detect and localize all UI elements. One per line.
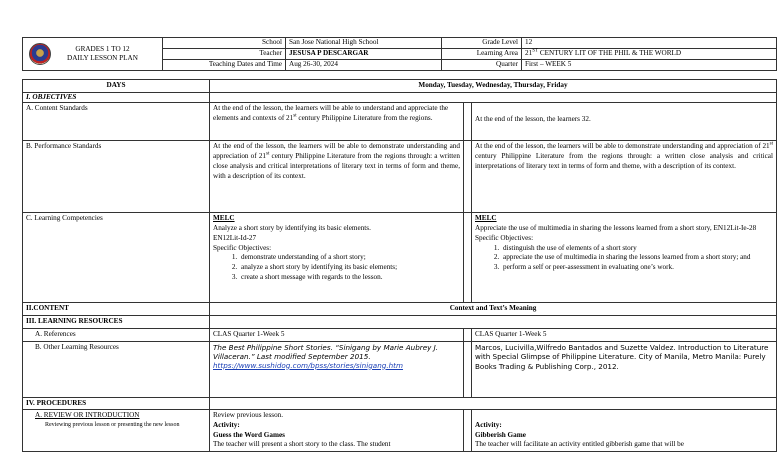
story-link[interactable]: https://www.sushidog.com/bpss/stories/sinigang.htm — [213, 360, 403, 370]
objective-item: 3. perform a self or peer-assessment in evaluating one’s work. — [501, 263, 773, 273]
objective-item: 2. appreciate the use of multimedia in sharing the lessons learned from a short story; and — [501, 253, 773, 263]
melc-desc-left: Analyze a short story by identifying its basic elements. — [213, 224, 371, 233]
review-label-cell — [23, 410, 210, 452]
objective-item: 2. analyze a short story by identifying its basic elements; — [239, 263, 460, 273]
procedures-label: IV. PROCEDURES — [23, 397, 210, 410]
title-cell — [23, 38, 163, 71]
content-standards-label: A. Content Standards — [23, 103, 210, 141]
grade-label: Grade Level — [442, 38, 522, 49]
performance-standards-row — [23, 141, 777, 213]
content-standards-row — [23, 103, 777, 141]
review-row — [23, 410, 777, 452]
lesson-plan-header — [22, 37, 776, 70]
competencies-row — [23, 213, 777, 303]
specific-objectives-right-label: Specific Objectives: — [475, 233, 534, 242]
specific-objectives-right — [475, 244, 773, 273]
area-value: 21ST CENTURY LIT OF THE PHIL & THE WORLD — [522, 49, 777, 60]
days-label: DAYS — [23, 80, 210, 93]
review-left: Review previous lesson. Activity: Guess the Word Games The teacher will present a short story to the class. The student — [210, 410, 464, 452]
performance-standards-left: At the end of the lesson, the learners will be able to demonstrate understanding and appreciation of 21st century Philippine Literature from the regions through: a written close analysis and critical interpretations of literary text in terms of form and theme, with a description of its context. — [210, 141, 464, 213]
area-label: Learning Area — [442, 49, 522, 60]
lesson-plan-body — [22, 79, 776, 452]
dates-label: Teaching Dates and Time — [163, 60, 286, 71]
review-right: Activity: Gibberish Game The teacher will facilitate an activity entitled gibberish game that will be — [472, 410, 777, 452]
teacher-value: JESUSA P DESCARGAR — [286, 49, 442, 60]
objective-item: 1. distinguish the use of elements of a short story — [501, 244, 773, 254]
objective-item: 3. create a short message with regards to the lesson. — [239, 273, 460, 283]
objective-item: 1. demonstrate understanding of a short story; — [239, 253, 460, 263]
content-row — [23, 303, 777, 316]
quarter-value: First – WEEK 5 — [522, 60, 777, 71]
references-left: CLAS Quarter 1-Week 5 — [210, 328, 464, 341]
teacher-label: Teacher — [163, 49, 286, 60]
days-row — [23, 80, 777, 93]
days-value: Monday, Tuesday, Wednesday, Thursday, Friday — [210, 80, 777, 93]
performance-standards-label: B. Performance Standards — [23, 141, 210, 213]
dates-value: Aug 26-30, 2024 — [286, 60, 442, 71]
grade-value: 12 — [522, 38, 777, 49]
deped-seal-logo — [29, 43, 51, 65]
resources-row — [23, 316, 777, 329]
review-label: A. REVIEW OR INTRODUCTION — [35, 411, 140, 420]
lesson-plan-table — [22, 79, 777, 452]
content-standards-left: At the end of the lesson, the learners will be able to understand and appreciate the elements and contexts of 21st century Philippine Literature from the regions. — [210, 103, 464, 141]
plan-title-line2: DAILY LESSON PLAN — [67, 54, 138, 62]
school-value: San Jose National High School — [286, 38, 442, 49]
specific-objectives-left-label: Specific Objectives: — [213, 243, 272, 252]
competencies-right — [472, 213, 777, 303]
review-sublabel: Reviewing previous lesson or presenting the new lesson — [45, 422, 180, 429]
performance-standards-right: At the end of the lesson, the learners will be able to demonstrate understanding and appreciation of 21st century Philippine Literature from the regions through: a written close analysis and critical interpretations of literary text in terms of form and theme, with a description of its context. — [472, 141, 777, 213]
content-value: Context and Text’s Meaning — [210, 303, 777, 316]
other-resources-left: The Best Philippine Short Stories. “Sinigang by Marie Aubrey J. Villaceran.” Last modified September 2015. https://www.sushidog.com/bpss/stories/sinigang.htm — [210, 341, 464, 397]
melc-heading-right: MELC — [475, 214, 497, 223]
plan-title-line1: GRADES 1 TO 12 — [75, 45, 130, 53]
quarter-label: Quarter — [442, 60, 522, 71]
header-table — [22, 37, 777, 71]
references-right: CLAS Quarter 1-Week 5 — [472, 328, 777, 341]
objectives-row — [23, 92, 777, 103]
references-row — [23, 328, 777, 341]
references-label: A. References — [23, 328, 210, 341]
school-label: School — [163, 38, 286, 49]
competencies-left — [210, 213, 464, 303]
other-resources-row — [23, 341, 777, 397]
objectives-label: I. OBJECTIVES — [23, 92, 210, 103]
other-resources-label: B. Other Learning Resources — [23, 341, 210, 397]
competencies-label: C. Learning Competencies — [23, 213, 210, 303]
melc-heading-left: MELC — [213, 214, 235, 223]
melc-code-left: EN12Lit-Id-27 — [213, 233, 257, 242]
resources-label: III. LEARNING RESOURCES — [23, 316, 210, 329]
melc-desc-right: Appreciate the use of multimedia in sharing the lessons learned from a short story, EN12Lit-Ie-28 — [475, 224, 757, 233]
content-standards-right: At the end of the lesson, the learners 32. — [472, 103, 777, 141]
specific-objectives-left — [213, 253, 460, 282]
other-resources-right: Marcos, Lucivilla,Wilfredo Bantados and Suzette Valdez. Introduction to Literature with Special Glimpse of Philippine Literature. City of Manila, Metro Manila: Purely Books Trading & Publishing Corp., 2012. — [472, 341, 777, 397]
procedures-row — [23, 397, 777, 410]
content-label: II.CONTENT — [23, 303, 210, 316]
